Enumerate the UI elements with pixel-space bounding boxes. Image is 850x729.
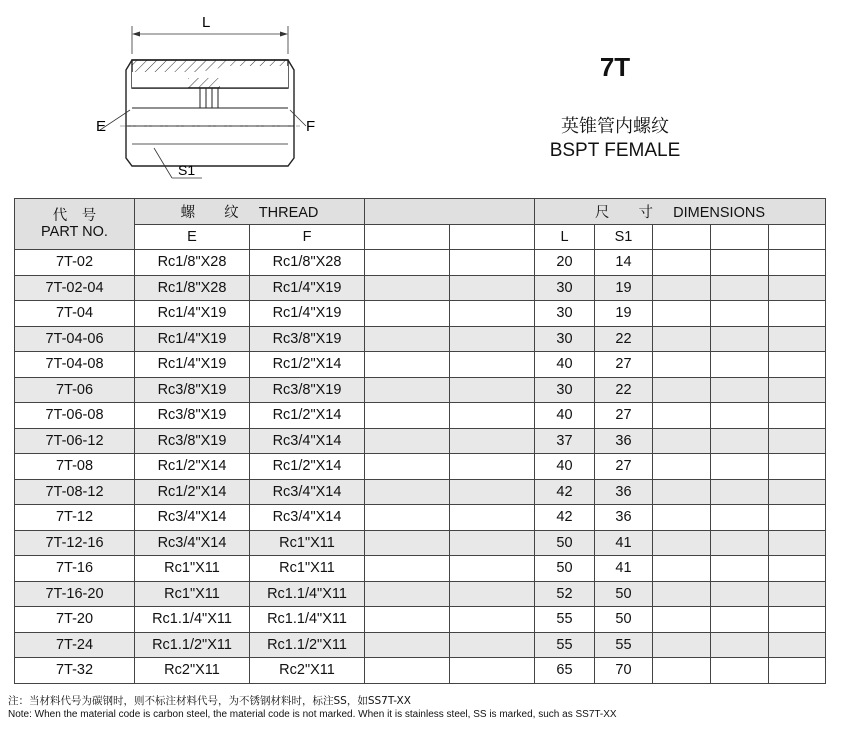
cell-blank <box>365 301 450 327</box>
dim-s1-label: S1 <box>178 162 196 178</box>
cell-thread-f: Rc1/4"X19 <box>250 301 365 327</box>
dim-f-label: F <box>306 118 316 135</box>
cell-dim-l: 50 <box>535 556 595 582</box>
cell-blank <box>450 326 535 352</box>
header-blank <box>365 199 535 225</box>
cell-blank <box>711 275 769 301</box>
header-col-blank <box>365 224 450 250</box>
cell-blank <box>769 556 826 582</box>
cell-thread-e: Rc1.1/2"X11 <box>135 632 250 658</box>
table-row <box>15 428 826 454</box>
cell-blank <box>450 581 535 607</box>
header-col-blank <box>450 224 535 250</box>
table-row <box>15 556 826 582</box>
cell-blank <box>450 632 535 658</box>
cell-dim-s1: 27 <box>595 403 653 429</box>
cell-thread-f: Rc1.1/4"X11 <box>250 581 365 607</box>
cell-dim-l: 30 <box>535 301 595 327</box>
spec-table <box>14 198 826 684</box>
cell-thread-e: Rc1/2"X14 <box>135 479 250 505</box>
cell-blank <box>653 301 711 327</box>
table-row <box>15 377 826 403</box>
cell-dim-l: 40 <box>535 352 595 378</box>
cell-thread-e: Rc2"X11 <box>135 658 250 684</box>
cell-dim-s1: 27 <box>595 454 653 480</box>
cell-part-no: 7T-24 <box>15 632 135 658</box>
fitting-drawing <box>80 8 340 188</box>
cell-blank <box>653 454 711 480</box>
cell-thread-f: Rc1/2"X14 <box>250 454 365 480</box>
header-part-no <box>15 199 135 250</box>
cell-blank <box>450 658 535 684</box>
cell-dim-l: 52 <box>535 581 595 607</box>
cell-blank <box>365 352 450 378</box>
cell-blank <box>365 428 450 454</box>
cell-dim-s1: 50 <box>595 581 653 607</box>
cell-dim-l: 42 <box>535 505 595 531</box>
note-cn: 注：当材料代号为碳钢时，则不标注材料代号，为不锈钢材料时，标注SS，如SS7T-XX <box>8 695 411 707</box>
cell-blank <box>653 352 711 378</box>
cell-dim-s1: 14 <box>595 250 653 276</box>
cell-blank <box>450 352 535 378</box>
cell-blank <box>365 377 450 403</box>
cell-blank <box>769 352 826 378</box>
header-thread-cn: 螺 纹 <box>180 204 239 221</box>
header-col-blank <box>653 224 711 250</box>
cell-thread-f: Rc1/8"X28 <box>250 250 365 276</box>
cell-dim-l: 40 <box>535 403 595 429</box>
product-name-en: BSPT FEMALE <box>549 140 681 161</box>
cell-blank <box>711 556 769 582</box>
header-part-en: PART NO. <box>41 224 108 240</box>
cell-blank <box>711 505 769 531</box>
cell-thread-e: Rc1/8"X28 <box>135 275 250 301</box>
cell-dim-l: 37 <box>535 428 595 454</box>
cell-thread-f: Rc3/8"X19 <box>250 326 365 352</box>
cell-thread-e: Rc3/8"X19 <box>135 403 250 429</box>
cell-blank <box>653 505 711 531</box>
cell-blank <box>450 428 535 454</box>
cell-part-no: 7T-04-06 <box>15 326 135 352</box>
cell-blank <box>365 403 450 429</box>
cell-blank <box>711 403 769 429</box>
cell-thread-f: Rc1/4"X19 <box>250 275 365 301</box>
cell-blank <box>711 454 769 480</box>
cell-blank <box>653 530 711 556</box>
cell-blank <box>653 377 711 403</box>
cell-dim-s1: 22 <box>595 377 653 403</box>
cell-part-no: 7T-02-04 <box>15 275 135 301</box>
cell-blank <box>653 428 711 454</box>
cell-part-no: 7T-16 <box>15 556 135 582</box>
header-col-s1: S1 <box>595 224 653 250</box>
cell-blank <box>711 301 769 327</box>
cell-thread-e: Rc1/8"X28 <box>135 250 250 276</box>
cell-part-no: 7T-06-12 <box>15 428 135 454</box>
table-row <box>15 454 826 480</box>
cell-blank <box>653 275 711 301</box>
cell-part-no: 7T-16-20 <box>15 581 135 607</box>
cell-blank <box>365 658 450 684</box>
cell-blank <box>653 326 711 352</box>
cell-blank <box>769 581 826 607</box>
cell-thread-f: Rc3/4"X14 <box>250 505 365 531</box>
cell-blank <box>769 301 826 327</box>
cell-thread-f: Rc1"X11 <box>250 530 365 556</box>
table-row <box>15 275 826 301</box>
cell-dim-l: 65 <box>535 658 595 684</box>
cell-blank <box>365 505 450 531</box>
cell-blank <box>450 403 535 429</box>
cell-thread-f: Rc2"X11 <box>250 658 365 684</box>
cell-blank <box>365 250 450 276</box>
table-row <box>15 326 826 352</box>
cell-dim-s1: 19 <box>595 301 653 327</box>
cell-blank <box>769 530 826 556</box>
cell-blank <box>769 326 826 352</box>
table-row <box>15 301 826 327</box>
cell-blank <box>653 250 711 276</box>
cell-blank <box>450 607 535 633</box>
cell-dim-s1: 36 <box>595 505 653 531</box>
cell-dim-l: 30 <box>535 275 595 301</box>
table-row <box>15 658 826 684</box>
cell-blank <box>365 607 450 633</box>
cell-dim-s1: 36 <box>595 479 653 505</box>
table-row <box>15 581 826 607</box>
cell-thread-e: Rc3/8"X19 <box>135 428 250 454</box>
table-row <box>15 479 826 505</box>
cell-part-no: 7T-08 <box>15 454 135 480</box>
cell-blank <box>711 479 769 505</box>
cell-blank <box>653 581 711 607</box>
cell-dim-l: 55 <box>535 607 595 633</box>
cell-thread-e: Rc3/8"X19 <box>135 377 250 403</box>
header-col-blank <box>769 224 826 250</box>
cell-thread-e: Rc1"X11 <box>135 581 250 607</box>
cell-part-no: 7T-04 <box>15 301 135 327</box>
cell-blank <box>450 505 535 531</box>
cell-part-no: 7T-20 <box>15 607 135 633</box>
cell-blank <box>653 658 711 684</box>
header-thread <box>135 199 365 225</box>
product-name-cn: 英锥管内螺纹 <box>561 116 669 137</box>
cell-blank <box>450 275 535 301</box>
cell-blank <box>450 301 535 327</box>
header-dim-cn: 尺 寸 <box>595 204 653 221</box>
cell-thread-e: Rc1/4"X19 <box>135 301 250 327</box>
cell-blank <box>450 479 535 505</box>
cell-blank <box>769 454 826 480</box>
cell-dim-l: 50 <box>535 530 595 556</box>
cell-blank <box>653 479 711 505</box>
table-row <box>15 250 826 276</box>
cell-blank <box>450 377 535 403</box>
cell-part-no: 7T-04-08 <box>15 352 135 378</box>
dim-e-label: E <box>96 118 107 135</box>
cell-blank <box>769 505 826 531</box>
header-col-e: E <box>135 224 250 250</box>
cell-blank <box>769 250 826 276</box>
table-row <box>15 530 826 556</box>
cell-dim-s1: 50 <box>595 607 653 633</box>
cell-part-no: 7T-06-08 <box>15 403 135 429</box>
cell-blank <box>711 250 769 276</box>
cell-blank <box>653 607 711 633</box>
cell-blank <box>365 479 450 505</box>
cell-blank <box>769 275 826 301</box>
note-en: Note: When the material code is carbon steel, the material code is not marked. When it is stainless steel, SS is marked, such as SS7T-XX <box>8 709 617 720</box>
cell-dim-l: 40 <box>535 454 595 480</box>
cell-blank <box>769 607 826 633</box>
cell-thread-e: Rc1/4"X19 <box>135 326 250 352</box>
cell-dim-l: 20 <box>535 250 595 276</box>
cell-blank <box>769 479 826 505</box>
cell-blank <box>711 581 769 607</box>
cell-thread-f: Rc3/4"X14 <box>250 428 365 454</box>
cell-thread-f: Rc1/2"X14 <box>250 403 365 429</box>
cell-part-no: 7T-12 <box>15 505 135 531</box>
cell-dim-l: 30 <box>535 326 595 352</box>
table-row <box>15 505 826 531</box>
cell-blank <box>711 326 769 352</box>
cell-blank <box>653 556 711 582</box>
table-row <box>15 632 826 658</box>
cell-blank <box>365 632 450 658</box>
cell-part-no: 7T-12-16 <box>15 530 135 556</box>
header-col-blank <box>711 224 769 250</box>
cell-thread-f: Rc1"X11 <box>250 556 365 582</box>
cell-dim-s1: 55 <box>595 632 653 658</box>
cell-thread-e: Rc3/4"X14 <box>135 505 250 531</box>
cell-dim-l: 55 <box>535 632 595 658</box>
table-row <box>15 352 826 378</box>
cell-blank <box>711 530 769 556</box>
cell-blank <box>653 632 711 658</box>
cell-blank <box>450 454 535 480</box>
cell-thread-e: Rc1/4"X19 <box>135 352 250 378</box>
cell-blank <box>711 352 769 378</box>
cell-part-no: 7T-08-12 <box>15 479 135 505</box>
cell-dim-s1: 27 <box>595 352 653 378</box>
dim-l-label: L <box>202 14 211 31</box>
cell-blank <box>769 658 826 684</box>
cell-thread-e: Rc1"X11 <box>135 556 250 582</box>
cell-dim-s1: 36 <box>595 428 653 454</box>
cell-blank <box>365 581 450 607</box>
cell-blank <box>711 632 769 658</box>
header-dimensions <box>535 199 826 225</box>
cell-dim-s1: 70 <box>595 658 653 684</box>
cell-blank <box>711 607 769 633</box>
cell-part-no: 7T-06 <box>15 377 135 403</box>
cell-blank <box>365 556 450 582</box>
table-row <box>15 607 826 633</box>
cell-thread-e: Rc1/2"X14 <box>135 454 250 480</box>
cell-dim-s1: 41 <box>595 530 653 556</box>
cell-blank <box>769 377 826 403</box>
cell-blank <box>450 530 535 556</box>
header-col-l: L <box>535 224 595 250</box>
cell-thread-f: Rc3/4"X14 <box>250 479 365 505</box>
cell-blank <box>365 326 450 352</box>
cell-blank <box>365 530 450 556</box>
cell-thread-f: Rc1.1/2"X11 <box>250 632 365 658</box>
header-dim-en: DIMENSIONS <box>673 204 765 221</box>
cell-blank <box>365 454 450 480</box>
cell-blank <box>450 556 535 582</box>
cell-blank <box>769 632 826 658</box>
header-part-cn: 代 号 <box>52 208 97 224</box>
cell-dim-l: 30 <box>535 377 595 403</box>
cell-thread-e: Rc1.1/4"X11 <box>135 607 250 633</box>
cell-thread-f: Rc1/2"X14 <box>250 352 365 378</box>
cell-blank <box>653 403 711 429</box>
cell-thread-f: Rc3/8"X19 <box>250 377 365 403</box>
header-col-f: F <box>250 224 365 250</box>
cell-blank <box>769 428 826 454</box>
cell-blank <box>365 275 450 301</box>
cell-dim-s1: 41 <box>595 556 653 582</box>
table-row <box>15 403 826 429</box>
cell-blank <box>711 658 769 684</box>
cell-blank <box>711 377 769 403</box>
header-thread-en: THREAD <box>258 204 319 221</box>
cell-part-no: 7T-02 <box>15 250 135 276</box>
cell-thread-f: Rc1.1/4"X11 <box>250 607 365 633</box>
cell-dim-s1: 19 <box>595 275 653 301</box>
cell-dim-l: 42 <box>535 479 595 505</box>
cell-blank <box>711 428 769 454</box>
cell-thread-e: Rc3/4"X14 <box>135 530 250 556</box>
product-code: 7T <box>599 52 631 82</box>
cell-blank <box>450 250 535 276</box>
cell-dim-s1: 22 <box>595 326 653 352</box>
cell-part-no: 7T-32 <box>15 658 135 684</box>
cell-blank <box>769 403 826 429</box>
